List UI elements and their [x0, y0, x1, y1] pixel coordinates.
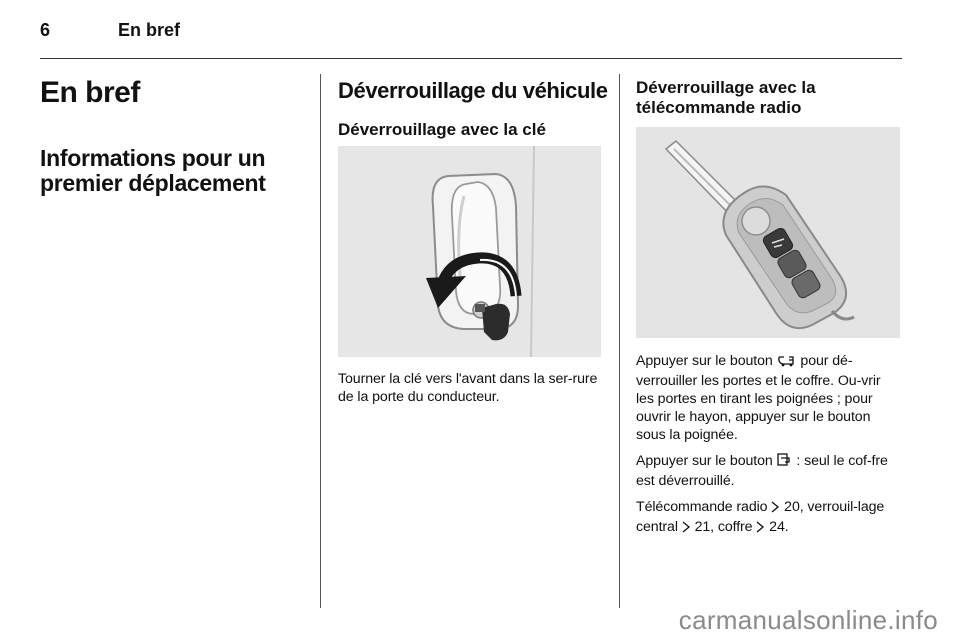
section-heading-unlocking: Déverrouillage du véhicule	[338, 78, 608, 103]
paragraph-unlock-trunk: Appuyer sur le bouton : seul le cof-fre est déverrouillé.	[636, 453, 888, 489]
key-unlock-caption: Tourner la clé vers l'avant dans la ser-rure de la porte du conducteur.	[338, 371, 598, 405]
page-number: 6	[40, 20, 51, 40]
watermark-text: carmanualsonline.info	[678, 605, 938, 635]
page-reference-arrow-icon	[771, 500, 780, 518]
car-unlock-icon	[777, 354, 797, 372]
page-reference-arrow-icon	[682, 520, 691, 538]
subheading-remote-unlock: Déverrouillage avec la télécommande radio	[636, 78, 816, 117]
header-rule	[40, 58, 902, 59]
column-divider-1	[320, 74, 321, 608]
page-reference-arrow-icon	[756, 520, 765, 538]
running-title: En bref	[118, 20, 181, 40]
section-title: Informations pour un premier déplacement	[40, 145, 266, 196]
paragraph-cross-references: Télécommande radio 20, verrouil-lage central 21, coffre 24.	[636, 498, 902, 538]
key-in-door-lock-illustration	[338, 146, 601, 357]
trunk-unlock-icon	[777, 453, 793, 472]
remote-key-fob-illustration	[636, 127, 900, 338]
remote-unlock-text-block	[636, 352, 902, 546]
subheading-key-unlock: Déverrouillage avec la clé	[338, 120, 546, 139]
paragraph-unlock-all: Appuyer sur le bouton pour dé-verrouiller les portes et le coffre. Ou-vrir les portes en tirant les poignées ; pour ouvrir le hayon, appuyer sur le bouton sous la poignée.	[636, 353, 881, 443]
column-divider-2	[619, 74, 620, 608]
chapter-title: En bref	[40, 76, 140, 109]
